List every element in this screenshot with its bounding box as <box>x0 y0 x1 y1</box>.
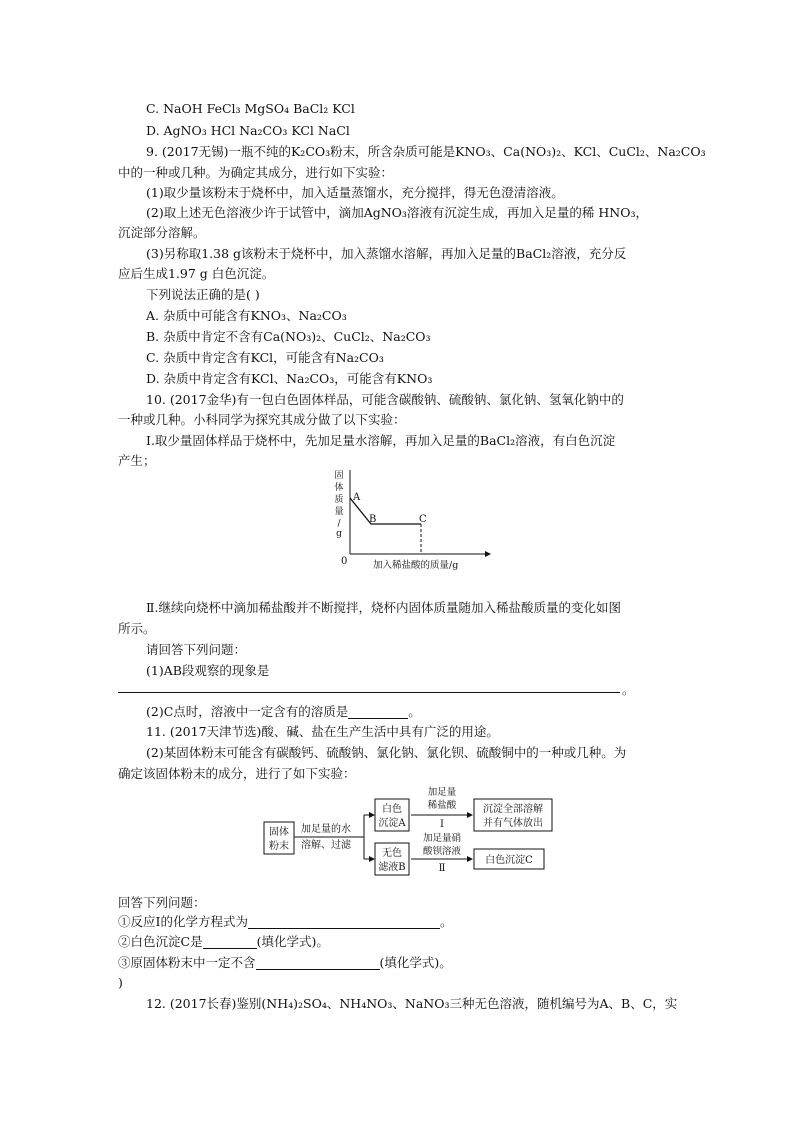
flow-b-1: 无色 <box>382 848 402 859</box>
q11-answer2 <box>118 932 329 952</box>
flow-arrow2-2: 酸钡溶液 <box>422 846 462 857</box>
flow-roman1: Ⅰ <box>440 819 444 830</box>
q11-answer3 <box>118 953 452 973</box>
q11-answer1-period: 。 <box>439 914 453 929</box>
graph-ylabel-5: / <box>337 519 341 529</box>
q9-step3b: 应后生成1.97 g 白色沉淀。 <box>118 266 275 281</box>
graph-curve <box>350 498 421 524</box>
q10-part2-blank[interactable] <box>348 704 408 719</box>
q11-answer3-label: ③原固体粉末中一定不含 <box>118 955 256 970</box>
flow-step-1: 加足量的水 <box>301 824 351 835</box>
q11-line3: 确定该固体粉末的成分，进行了如下实验： <box>118 766 356 781</box>
flow-roman2: Ⅱ <box>438 863 446 874</box>
q11-answer2-blank[interactable] <box>203 934 257 949</box>
q11-answer2-label: ②白色沉淀C是 <box>118 934 203 949</box>
q9-stem: 下列说法正确的是( ) <box>146 287 260 302</box>
q10-part2 <box>146 702 421 722</box>
flow-a-2: 沉淀A <box>378 818 406 829</box>
flow-start-1: 固体 <box>269 827 289 838</box>
graph-point-a: A <box>353 492 361 503</box>
flow-arrow2-1: 加足量硝 <box>422 833 462 844</box>
flow-start-2: 粉末 <box>269 841 289 852</box>
flow-result1-1: 沉淀全部溶解 <box>483 804 543 815</box>
q12-line1: 12. (2017长春)鉴别(NH₄)₂SO₄、NH₄NO₃、NaNO₃三种无色溶液，随机编号为A、B、C，实 <box>146 996 678 1011</box>
flow-arrow1-1: 加足量 <box>427 787 457 798</box>
q9-step2a: (2)取上述无色溶液少许于试管中，滴加AgNO₃溶液有沉淀生成，再加入足量的稀 HNO₃， <box>146 205 649 220</box>
graph-ylabel-1: 固 <box>334 471 344 481</box>
q10-exp2a: Ⅱ.继续向烧杯中滴加稀盐酸并不断搅拌，烧杯内固体质量随加入稀盐酸质量的变化如图 <box>146 600 621 615</box>
q10-mass-graph <box>325 468 505 576</box>
q9-option-a: A. 杂质中可能含有KNO₃、Na₂CO₃ <box>146 308 347 323</box>
q9-option-c: C. 杂质中肯定含有KCl，可能含有Na₂CO₃ <box>146 350 384 365</box>
graph-ylabel-6: g <box>336 529 342 539</box>
q10-line2: 一种或几种。小科同学为探究其成分做了以下实验： <box>118 412 406 427</box>
graph-ylabel-4: 量 <box>334 507 344 517</box>
q11-answer1 <box>118 912 452 932</box>
graph-ylabel-3: 质 <box>334 495 344 505</box>
q10-ask: 请回答下列问题： <box>146 642 247 657</box>
graph-origin: 0 <box>341 556 348 567</box>
q10-exp1b: 产生； <box>118 453 156 468</box>
flow-result1-2: 并有气体放出 <box>483 818 543 829</box>
q10-part1-answer-line[interactable] <box>118 692 620 693</box>
q9-step2b: 沉淀部分溶解。 <box>118 225 206 240</box>
q8-option-d: D. AgNO₃ HCl Na₂CO₃ KCl NaCl <box>146 123 350 138</box>
q9-line2: 中的一种或几种。为确定其成分，进行如下实验： <box>118 165 394 180</box>
q11-answer-heading: 回答下列问题： <box>118 895 206 910</box>
graph-ylabel-2: 体 <box>334 483 344 493</box>
q9-step3a: (3)另称取1.38 g该粉末于烧杯中，加入蒸馏水溶解，再加入足量的BaCl₂溶液，充分反 <box>146 246 627 261</box>
flow-arrow1-2: 稀盐酸 <box>427 800 457 811</box>
q11-stray-paren: ) <box>118 975 123 990</box>
q10-part1: (1)AB段观察的现象是 <box>146 663 270 678</box>
flow-b-2: 滤液B <box>378 862 406 873</box>
q10-exp1a: Ⅰ.取少量固体样品于烧杯中，先加足量水溶解，再加入足量的BaCl₂溶液，有白色沉淀 <box>146 433 616 448</box>
q10-line1: 10. (2017金华)有一包白色固体样品，可能含碳酸钠、硫酸钠、氯化钠、氢氧化钠中的 <box>146 392 624 407</box>
q11-flow-diagram <box>258 785 558 881</box>
q9-option-b: B. 杂质中肯定不含有Ca(NO₃)₂、CuCl₂、Na₂CO₃ <box>146 329 431 344</box>
q9-option-d: D. 杂质中肯定含有KCl、Na₂CO₃，可能含有KNO₃ <box>146 371 433 386</box>
q11-answer2-note: (填化学式)。 <box>256 934 329 949</box>
graph-point-b: B <box>369 514 377 525</box>
q10-exp2b: 所示。 <box>118 621 156 636</box>
flow-result2: 白色沉淀C <box>485 855 533 866</box>
q11-line2: (2)某固体粉末可能含有碳酸钙、硫酸钠、氯化钠、氯化钡、硫酸铜中的一种或几种。为 <box>146 745 627 760</box>
flow-a-1: 白色 <box>382 804 402 815</box>
graph-point-c: C <box>419 514 427 525</box>
q9-step1: (1)取少量该粉末于烧杯中，加入适量蒸馏水，充分搅拌，得无色澄清溶液。 <box>146 185 564 200</box>
q11-answer1-blank[interactable] <box>248 914 440 929</box>
q10-part2-label: (2)C点时，溶液中一定含有的溶质是 <box>146 704 349 719</box>
q10-part1-period: 。 <box>622 682 635 697</box>
q8-option-c: C. NaOH FeCl₃ MgSO₄ BaCl₂ KCl <box>146 101 355 116</box>
q11-answer1-label: ①反应Ⅰ的化学方程式为 <box>118 914 248 929</box>
q11-answer3-blank[interactable] <box>256 955 380 970</box>
q9-line1: 9. (2017无锡)一瓶不纯的K₂CO₃粉末，所含杂质可能是KNO₃、Ca(NO₃)₂、KCl、CuCl₂、Na₂CO₃ <box>146 144 706 159</box>
q11-answer3-note: (填化学式)。 <box>379 955 452 970</box>
graph-xlabel: 加入稀盐酸的质量/g <box>373 560 459 571</box>
q11-line1: 11. (2017天津节选)酸、碱、盐在生产生活中具有广泛的用途。 <box>146 724 499 739</box>
q10-part2-period: 。 <box>408 704 421 719</box>
flow-step-2: 溶解、过滤 <box>301 840 351 851</box>
